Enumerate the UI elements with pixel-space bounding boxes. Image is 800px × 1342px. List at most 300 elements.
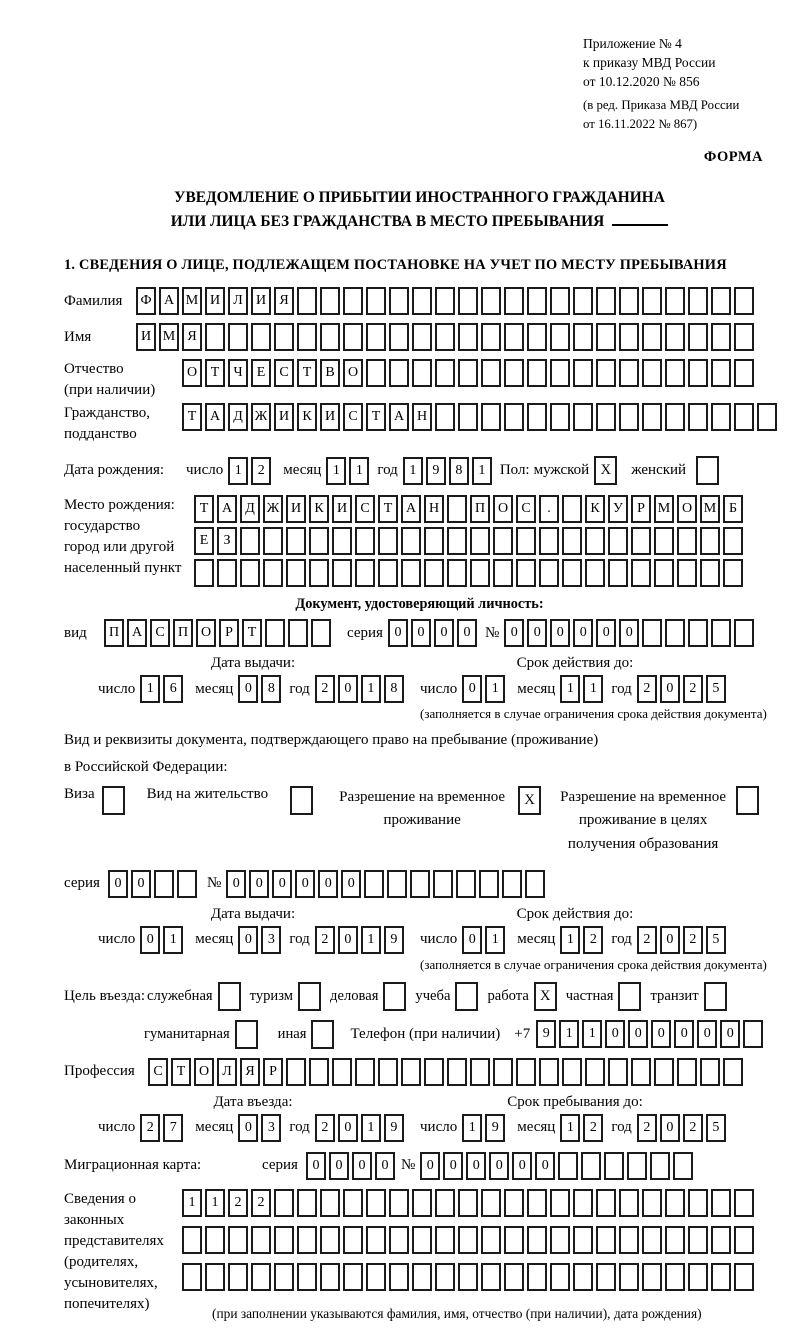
char-cell[interactable]: 2 [140,1114,160,1142]
char-cell[interactable] [604,1152,624,1180]
char-cell[interactable]: Е [194,527,214,555]
char-cell[interactable] [182,1263,202,1291]
char-cell[interactable]: П [104,619,124,647]
char-cell[interactable] [435,287,455,315]
char-cell[interactable] [688,359,708,387]
char-cell[interactable] [665,359,685,387]
char-cell[interactable]: С [516,495,536,523]
char-cell[interactable]: А [401,495,421,523]
char-cell[interactable]: 0 [108,870,128,898]
char-cell[interactable] [274,1263,294,1291]
char-cell[interactable] [596,323,616,351]
char-cell[interactable] [320,1263,340,1291]
purpose-study-checkbox[interactable] [455,982,478,1011]
char-cell[interactable] [596,359,616,387]
char-cell[interactable] [743,1020,763,1048]
char-cell[interactable] [688,403,708,431]
char-cell[interactable] [389,287,409,315]
char-cell[interactable] [274,1226,294,1254]
char-cell[interactable]: Б [723,495,743,523]
char-cell[interactable] [447,527,467,555]
char-cell[interactable]: 9 [426,457,446,485]
char-cell[interactable] [562,559,582,587]
char-cell[interactable]: О [677,495,697,523]
char-cell[interactable] [332,527,352,555]
char-cell[interactable] [205,1226,225,1254]
purpose-business-checkbox[interactable] [383,982,406,1011]
char-cell[interactable] [558,1152,578,1180]
char-cell[interactable]: 3 [261,926,281,954]
char-cell[interactable] [631,559,651,587]
char-cell[interactable]: 0 [434,619,454,647]
char-cell[interactable]: 5 [706,1114,726,1142]
char-cell[interactable]: Т [378,495,398,523]
char-cell[interactable] [562,495,582,523]
char-cell[interactable]: И [332,495,352,523]
char-cell[interactable] [642,1189,662,1217]
char-cell[interactable] [596,287,616,315]
char-cell[interactable]: 2 [683,1114,703,1142]
char-cell[interactable] [355,559,375,587]
temp-permit-checkbox[interactable]: X [518,786,541,815]
char-cell[interactable] [389,1263,409,1291]
char-cell[interactable] [182,1226,202,1254]
char-cell[interactable]: 2 [683,675,703,703]
char-cell[interactable] [458,1263,478,1291]
char-cell[interactable] [573,1226,593,1254]
char-cell[interactable]: 7 [163,1114,183,1142]
char-cell[interactable] [665,619,685,647]
char-cell[interactable]: 0 [238,1114,258,1142]
char-cell[interactable] [631,1058,651,1086]
char-cell[interactable]: Н [412,403,432,431]
char-cell[interactable]: И [251,287,271,315]
char-cell[interactable] [274,1189,294,1217]
char-cell[interactable]: В [320,359,340,387]
char-cell[interactable] [619,1189,639,1217]
char-cell[interactable] [650,1152,670,1180]
char-cell[interactable]: К [297,403,317,431]
char-cell[interactable]: 2 [637,675,657,703]
char-cell[interactable] [711,1226,731,1254]
char-cell[interactable] [516,527,536,555]
char-cell[interactable]: Т [242,619,262,647]
char-cell[interactable]: 1 [559,1020,579,1048]
char-cell[interactable]: 0 [388,619,408,647]
char-cell[interactable] [516,1058,536,1086]
char-cell[interactable]: 8 [261,675,281,703]
char-cell[interactable]: 0 [660,1114,680,1142]
char-cell[interactable] [596,403,616,431]
char-cell[interactable] [665,1189,685,1217]
char-cell[interactable] [366,1226,386,1254]
char-cell[interactable] [585,559,605,587]
char-cell[interactable] [619,1226,639,1254]
char-cell[interactable]: 0 [512,1152,532,1180]
char-cell[interactable] [251,1263,271,1291]
char-cell[interactable] [700,1058,720,1086]
char-cell[interactable]: 9 [536,1020,556,1048]
char-cell[interactable]: 1 [205,1189,225,1217]
char-cell[interactable] [297,323,317,351]
char-cell[interactable] [627,1152,647,1180]
char-cell[interactable] [274,323,294,351]
char-cell[interactable] [435,359,455,387]
char-cell[interactable] [332,1058,352,1086]
char-cell[interactable] [516,559,536,587]
char-cell[interactable] [424,559,444,587]
char-cell[interactable] [550,359,570,387]
char-cell[interactable] [642,323,662,351]
char-cell[interactable] [470,559,490,587]
gender-female-checkbox[interactable] [696,456,719,485]
char-cell[interactable] [387,870,407,898]
char-cell[interactable] [527,359,547,387]
purpose-humanitarian-checkbox[interactable] [235,1020,258,1049]
char-cell[interactable]: 1 [403,457,423,485]
char-cell[interactable]: 2 [683,926,703,954]
char-cell[interactable]: Д [240,495,260,523]
char-cell[interactable]: И [320,403,340,431]
char-cell[interactable] [688,287,708,315]
char-cell[interactable] [642,1263,662,1291]
char-cell[interactable] [688,323,708,351]
char-cell[interactable] [711,619,731,647]
char-cell[interactable]: О [182,359,202,387]
char-cell[interactable] [263,559,283,587]
char-cell[interactable]: Я [274,287,294,315]
char-cell[interactable]: 1 [485,926,505,954]
char-cell[interactable]: М [654,495,674,523]
char-cell[interactable] [389,1226,409,1254]
char-cell[interactable] [366,1189,386,1217]
char-cell[interactable] [608,559,628,587]
char-cell[interactable] [654,527,674,555]
char-cell[interactable] [502,870,522,898]
char-cell[interactable] [504,403,524,431]
char-cell[interactable] [286,1058,306,1086]
char-cell[interactable] [378,1058,398,1086]
char-cell[interactable]: 2 [251,457,271,485]
char-cell[interactable]: 0 [341,870,361,898]
char-cell[interactable] [723,1058,743,1086]
char-cell[interactable]: 1 [361,1114,381,1142]
char-cell[interactable]: 0 [329,1152,349,1180]
char-cell[interactable]: Е [251,359,271,387]
char-cell[interactable]: А [217,495,237,523]
char-cell[interactable]: Р [263,1058,283,1086]
char-cell[interactable]: 0 [660,926,680,954]
char-cell[interactable]: 6 [163,675,183,703]
char-cell[interactable] [654,1058,674,1086]
char-cell[interactable]: 1 [582,1020,602,1048]
char-cell[interactable]: 0 [462,675,482,703]
char-cell[interactable] [673,1152,693,1180]
char-cell[interactable]: 1 [560,1114,580,1142]
char-cell[interactable] [573,1263,593,1291]
char-cell[interactable] [447,1058,467,1086]
char-cell[interactable]: И [286,495,306,523]
char-cell[interactable]: 0 [462,926,482,954]
char-cell[interactable]: 0 [605,1020,625,1048]
char-cell[interactable] [447,559,467,587]
char-cell[interactable]: 0 [504,619,524,647]
char-cell[interactable]: 0 [443,1152,463,1180]
char-cell[interactable] [458,359,478,387]
char-cell[interactable]: 3 [261,1114,281,1142]
char-cell[interactable] [481,359,501,387]
char-cell[interactable] [435,1189,455,1217]
char-cell[interactable]: 0 [411,619,431,647]
char-cell[interactable] [401,1058,421,1086]
char-cell[interactable] [410,870,430,898]
char-cell[interactable] [665,1263,685,1291]
char-cell[interactable]: 1 [361,926,381,954]
char-cell[interactable]: 1 [182,1189,202,1217]
char-cell[interactable] [177,870,197,898]
char-cell[interactable] [343,1263,363,1291]
char-cell[interactable] [366,287,386,315]
char-cell[interactable]: А [389,403,409,431]
char-cell[interactable] [550,1189,570,1217]
char-cell[interactable] [608,1058,628,1086]
char-cell[interactable]: 2 [315,1114,335,1142]
char-cell[interactable] [205,1263,225,1291]
char-cell[interactable] [734,619,754,647]
char-cell[interactable] [688,1189,708,1217]
char-cell[interactable] [228,323,248,351]
char-cell[interactable]: Т [205,359,225,387]
char-cell[interactable]: О [343,359,363,387]
char-cell[interactable] [424,527,444,555]
char-cell[interactable] [458,287,478,315]
char-cell[interactable] [527,1263,547,1291]
char-cell[interactable] [642,1226,662,1254]
char-cell[interactable] [734,1189,754,1217]
char-cell[interactable]: 1 [228,457,248,485]
char-cell[interactable] [366,359,386,387]
char-cell[interactable]: 0 [338,1114,358,1142]
char-cell[interactable]: 9 [384,926,404,954]
char-cell[interactable] [366,323,386,351]
char-cell[interactable] [435,323,455,351]
char-cell[interactable] [493,1058,513,1086]
char-cell[interactable]: 2 [315,926,335,954]
char-cell[interactable]: И [274,403,294,431]
char-cell[interactable]: Ф [136,287,156,315]
char-cell[interactable] [539,1058,559,1086]
char-cell[interactable] [550,287,570,315]
char-cell[interactable] [424,1058,444,1086]
char-cell[interactable] [320,287,340,315]
char-cell[interactable]: С [150,619,170,647]
char-cell[interactable]: 2 [251,1189,271,1217]
char-cell[interactable] [389,359,409,387]
char-cell[interactable] [527,1226,547,1254]
char-cell[interactable]: 2 [637,1114,657,1142]
char-cell[interactable]: 0 [628,1020,648,1048]
char-cell[interactable] [642,619,662,647]
char-cell[interactable]: 0 [140,926,160,954]
char-cell[interactable] [251,323,271,351]
char-cell[interactable] [525,870,545,898]
char-cell[interactable] [562,1058,582,1086]
char-cell[interactable] [435,1263,455,1291]
char-cell[interactable]: 1 [462,1114,482,1142]
char-cell[interactable] [539,527,559,555]
char-cell[interactable] [378,559,398,587]
char-cell[interactable]: 0 [352,1152,372,1180]
char-cell[interactable] [504,287,524,315]
char-cell[interactable] [332,559,352,587]
char-cell[interactable] [596,1226,616,1254]
char-cell[interactable] [251,1226,271,1254]
char-cell[interactable] [619,323,639,351]
char-cell[interactable]: 0 [489,1152,509,1180]
char-cell[interactable]: Ж [251,403,271,431]
char-cell[interactable] [435,1226,455,1254]
char-cell[interactable] [688,619,708,647]
char-cell[interactable]: К [309,495,329,523]
char-cell[interactable]: 1 [583,675,603,703]
char-cell[interactable]: К [585,495,605,523]
char-cell[interactable] [320,1226,340,1254]
char-cell[interactable] [217,559,237,587]
char-cell[interactable] [596,1263,616,1291]
char-cell[interactable]: 1 [472,457,492,485]
char-cell[interactable]: 0 [720,1020,740,1048]
char-cell[interactable]: М [700,495,720,523]
char-cell[interactable] [311,619,331,647]
char-cell[interactable] [573,403,593,431]
char-cell[interactable] [412,323,432,351]
char-cell[interactable] [297,1189,317,1217]
char-cell[interactable]: 0 [535,1152,555,1180]
char-cell[interactable]: 2 [315,675,335,703]
char-cell[interactable] [309,1058,329,1086]
char-cell[interactable] [355,1058,375,1086]
char-cell[interactable]: Т [182,403,202,431]
char-cell[interactable] [734,287,754,315]
char-cell[interactable] [723,527,743,555]
char-cell[interactable]: 0 [619,619,639,647]
char-cell[interactable]: С [274,359,294,387]
char-cell[interactable] [286,527,306,555]
char-cell[interactable] [389,323,409,351]
char-cell[interactable]: 5 [706,926,726,954]
char-cell[interactable] [240,559,260,587]
char-cell[interactable]: 5 [706,675,726,703]
char-cell[interactable] [343,1226,363,1254]
char-cell[interactable] [585,527,605,555]
char-cell[interactable] [711,1189,731,1217]
char-cell[interactable] [401,527,421,555]
char-cell[interactable]: 2 [228,1189,248,1217]
char-cell[interactable]: А [205,403,225,431]
char-cell[interactable] [412,359,432,387]
char-cell[interactable] [412,1263,432,1291]
char-cell[interactable] [504,1189,524,1217]
char-cell[interactable] [677,1058,697,1086]
char-cell[interactable] [723,559,743,587]
char-cell[interactable] [401,559,421,587]
char-cell[interactable] [700,527,720,555]
gender-male-checkbox[interactable]: X [594,456,617,485]
char-cell[interactable]: 1 [560,926,580,954]
char-cell[interactable] [642,287,662,315]
char-cell[interactable] [297,287,317,315]
char-cell[interactable]: 0 [238,926,258,954]
char-cell[interactable]: Л [217,1058,237,1086]
char-cell[interactable] [470,527,490,555]
char-cell[interactable] [343,323,363,351]
char-cell[interactable] [734,323,754,351]
char-cell[interactable]: М [159,323,179,351]
char-cell[interactable]: О [493,495,513,523]
char-cell[interactable] [527,323,547,351]
purpose-private-checkbox[interactable] [618,982,641,1011]
char-cell[interactable]: Р [631,495,651,523]
char-cell[interactable] [265,619,285,647]
char-cell[interactable] [389,1189,409,1217]
char-cell[interactable]: 1 [361,675,381,703]
char-cell[interactable] [355,527,375,555]
char-cell[interactable]: 0 [306,1152,326,1180]
char-cell[interactable]: С [355,495,375,523]
char-cell[interactable] [343,1189,363,1217]
char-cell[interactable]: 8 [384,675,404,703]
char-cell[interactable] [527,287,547,315]
char-cell[interactable] [481,287,501,315]
char-cell[interactable] [412,1226,432,1254]
char-cell[interactable] [539,559,559,587]
char-cell[interactable]: 1 [326,457,346,485]
char-cell[interactable] [734,1226,754,1254]
char-cell[interactable]: . [539,495,559,523]
char-cell[interactable] [734,359,754,387]
char-cell[interactable] [481,1189,501,1217]
char-cell[interactable] [481,1263,501,1291]
char-cell[interactable] [665,323,685,351]
char-cell[interactable] [585,1058,605,1086]
char-cell[interactable]: 1 [560,675,580,703]
char-cell[interactable] [194,559,214,587]
char-cell[interactable] [458,323,478,351]
char-cell[interactable] [309,559,329,587]
char-cell[interactable]: 0 [457,619,477,647]
char-cell[interactable] [493,559,513,587]
char-cell[interactable] [447,495,467,523]
char-cell[interactable] [711,287,731,315]
char-cell[interactable]: О [196,619,216,647]
char-cell[interactable]: 0 [338,675,358,703]
char-cell[interactable] [433,870,453,898]
char-cell[interactable] [688,1263,708,1291]
char-cell[interactable] [619,287,639,315]
char-cell[interactable]: З [217,527,237,555]
char-cell[interactable]: Ч [228,359,248,387]
char-cell[interactable] [700,559,720,587]
char-cell[interactable] [470,1058,490,1086]
purpose-tourism-checkbox[interactable] [298,982,321,1011]
char-cell[interactable] [550,323,570,351]
char-cell[interactable]: Н [424,495,444,523]
char-cell[interactable]: Т [366,403,386,431]
char-cell[interactable] [608,527,628,555]
purpose-official-checkbox[interactable] [218,982,241,1011]
char-cell[interactable] [573,323,593,351]
char-cell[interactable] [711,403,731,431]
